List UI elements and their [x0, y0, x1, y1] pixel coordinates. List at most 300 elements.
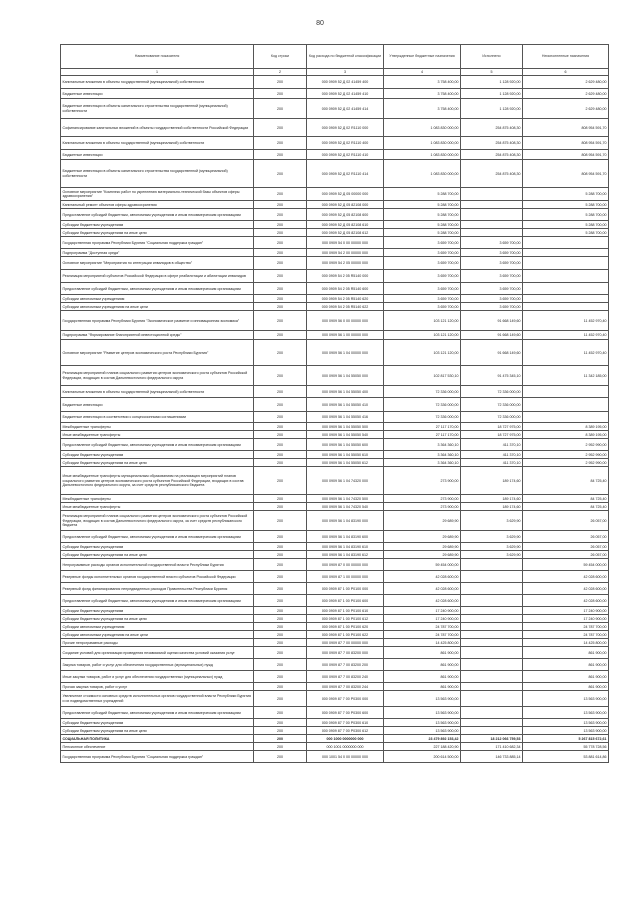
row-executed — [461, 691, 523, 707]
row-remaining: 26 057,00 — [523, 511, 609, 531]
row-code: 200 — [254, 295, 307, 303]
row-remaining: 861 900,00 — [523, 683, 609, 691]
row-code: 200 — [254, 503, 307, 511]
table-row — [61, 201, 609, 209]
row-executed: 171 410 682,34 — [461, 743, 523, 751]
row-kbk: 000 0909 54 2 05 R5140 000 — [307, 270, 384, 283]
row-name: Государственная программа Республики Бурятия "Социальная поддержка граждан" — [61, 237, 254, 249]
row-code: 200 — [254, 683, 307, 691]
row-approved: 3 659 700,00 — [384, 295, 461, 303]
row-executed — [461, 671, 523, 683]
row-approved: 103 121 120,00 — [384, 340, 461, 366]
row-approved: 3 659 700,00 — [384, 249, 461, 257]
table-row — [61, 691, 609, 707]
row-remaining: 2 952 990,00 — [523, 451, 609, 459]
table-row — [61, 188, 609, 201]
table-row — [61, 467, 609, 495]
table-row — [61, 423, 609, 431]
row-kbk: 000 0909 52 Д 05 82108 612 — [307, 229, 384, 237]
row-approved: 42 028 600,00 — [384, 571, 461, 583]
row-executed — [461, 559, 523, 571]
row-remaining: 55 778 728,56 — [523, 743, 609, 751]
row-name: Межбюджетные трансферты — [61, 495, 254, 503]
row-name: Предоставление субсидий бюджетным, автономным учреждениям и иным некоммерческим организациям — [61, 707, 254, 719]
row-approved: 3 364 360,10 — [384, 451, 461, 459]
table-row — [61, 229, 609, 237]
row-remaining: 13 563 900,00 — [523, 727, 609, 735]
row-remaining: 13 563 900,00 — [523, 707, 609, 719]
row-kbk: 000 0909 87 7 00 83200 244 — [307, 683, 384, 691]
row-approved: 3 364 360,10 — [384, 439, 461, 451]
row-executed: 91 475 345,10 — [461, 366, 523, 386]
table-row — [61, 583, 609, 595]
row-remaining — [523, 249, 609, 257]
column-index: 6 — [523, 69, 609, 76]
row-executed: 91 668 149,60 — [461, 311, 523, 331]
row-remaining: 26 057,00 — [523, 551, 609, 559]
row-approved: 13 563 900,00 — [384, 707, 461, 719]
row-kbk: 000 0909 56 1 04 00000 000 — [307, 340, 384, 366]
row-remaining — [523, 257, 609, 270]
row-code: 200 — [254, 459, 307, 467]
table-row — [61, 503, 609, 511]
row-executed: 3 659 700,00 — [461, 295, 523, 303]
row-name: Бюджетные инвестиции в соответствии с концессионными соглашениями — [61, 412, 254, 423]
row-name: Субсидии бюджетным учреждениям — [61, 543, 254, 551]
row-remaining: 5 288 700,00 — [523, 201, 609, 209]
table-row — [61, 311, 609, 331]
row-remaining: 8 389 195,00 — [523, 431, 609, 439]
header-approved: Утвержденные бюджетные назначения — [384, 45, 461, 69]
row-executed: 18 212 066 759,53 — [461, 735, 523, 743]
row-code: 200 — [254, 495, 307, 503]
row-kbk: 000 0909 87 1 00 P0100 000 — [307, 583, 384, 595]
row-approved: 3 659 700,00 — [384, 283, 461, 295]
row-remaining: 59 454 000,00 — [523, 559, 609, 571]
row-name: Непрограммные расходы органов исполнительной государственной власти Республики Бурятия — [61, 559, 254, 571]
row-remaining: 11 452 970,40 — [523, 340, 609, 366]
row-name: Бюджетные инвестиции в объекты капитального строительства государственной (муниципальной) собственности — [61, 160, 254, 188]
table-row — [61, 439, 609, 451]
row-code: 200 — [254, 595, 307, 607]
row-remaining — [523, 237, 609, 249]
row-executed: 3 659 700,00 — [461, 303, 523, 311]
table-row — [61, 89, 609, 99]
row-kbk: 000 0909 52 Д 05 00000 000 — [307, 188, 384, 201]
table-row — [61, 607, 609, 615]
row-remaining — [523, 270, 609, 283]
row-name: Резервные фонды исполнительных органов государственной власти субъектов Российской Федерации — [61, 571, 254, 583]
row-kbk: 000 0909 56 1 04 55050 400 — [307, 386, 384, 398]
row-kbk: 000 0909 87 7 00 83200 240 — [307, 671, 384, 683]
row-kbk: 000 0909 87 1 00 P0100 610 — [307, 607, 384, 615]
row-executed: 72 336 000,00 — [461, 398, 523, 412]
table-row — [61, 209, 609, 221]
row-approved: 3 659 700,00 — [384, 257, 461, 270]
row-kbk: 000 1000 0000000 000 — [307, 735, 384, 743]
row-remaining — [523, 303, 609, 311]
row-remaining: 11 452 970,40 — [523, 311, 609, 331]
table-row — [61, 270, 609, 283]
row-code: 200 — [254, 631, 307, 639]
row-kbk: 000 0909 52 Д 02 R1110 414 — [307, 160, 384, 188]
row-kbk: 000 0909 52 Д 02 41459 410 — [307, 89, 384, 99]
row-kbk: 000 0909 87 1 00 P0100 612 — [307, 615, 384, 623]
column-index: 1 — [61, 69, 254, 76]
header-kbk: Код расхода по бюджетной классификации — [307, 45, 384, 69]
row-name: Субсидии бюджетным учреждениям на иные цели — [61, 727, 254, 735]
row-kbk: 000 0909 52 Д 02 R1110 000 — [307, 119, 384, 137]
table-row — [61, 99, 609, 119]
row-code: 200 — [254, 583, 307, 595]
row-remaining: 14 425 800,00 — [523, 639, 609, 647]
row-kbk: 000 0909 56 1 04 83190 000 — [307, 511, 384, 531]
row-approved: 29 689,90 — [384, 551, 461, 559]
row-approved: 102 817 530,10 — [384, 366, 461, 386]
row-kbk: 000 0909 52 Д 02 41459 400 — [307, 76, 384, 89]
row-name: Бюджетные инвестиции в объекты капитального строительства государственной (муниципальной) собственности — [61, 99, 254, 119]
row-name: Реализация мероприятий планов социального развития центров экономического роста субъектов Российской Федерации, входящих в состав Дальневосточного федерального округа — [61, 366, 254, 386]
row-code: 200 — [254, 150, 307, 160]
row-kbk: 000 0909 54 2 05 00000 000 — [307, 257, 384, 270]
row-remaining: 84 725,40 — [523, 503, 609, 511]
row-name: Закупка товаров, работ и услуг для обеспечения государственных (муниципальных) нужд — [61, 659, 254, 671]
header-code: Код строки — [254, 45, 307, 69]
row-remaining: 17 240 900,00 — [523, 607, 609, 615]
row-approved: 42 028 600,00 — [384, 595, 461, 607]
row-executed: 3 659 700,00 — [461, 270, 523, 283]
row-executed: 3 629,90 — [461, 551, 523, 559]
row-name: Субсидии бюджетным учреждениям на иные цели — [61, 229, 254, 237]
row-kbk: 000 0909 52 Д 05 82108 000 — [307, 201, 384, 209]
row-name: Капитальные вложения в объекты государственной (муниципальной) собственности — [61, 76, 254, 89]
row-executed: 91 668 149,60 — [461, 340, 523, 366]
table-row — [61, 615, 609, 623]
row-code: 200 — [254, 735, 307, 743]
row-code: 200 — [254, 366, 307, 386]
row-kbk: 000 0909 87 7 00 P0300 610 — [307, 719, 384, 727]
row-kbk: 000 0909 52 Д 02 41459 414 — [307, 99, 384, 119]
row-remaining: 2 952 990,00 — [523, 439, 609, 451]
row-remaining: 24 787 700,00 — [523, 623, 609, 631]
row-code: 200 — [254, 209, 307, 221]
row-name: Субсидии бюджетным учреждениям — [61, 719, 254, 727]
row-remaining: 26 057,00 — [523, 543, 609, 551]
row-executed — [461, 615, 523, 623]
row-approved: 861 900,00 — [384, 659, 461, 671]
table-row — [61, 671, 609, 683]
row-code: 200 — [254, 423, 307, 431]
row-code: 200 — [254, 647, 307, 659]
table-row — [61, 551, 609, 559]
table-row — [61, 531, 609, 543]
table-row — [61, 137, 609, 150]
budget-table — [60, 44, 609, 763]
table-row — [61, 459, 609, 467]
row-remaining — [523, 412, 609, 423]
row-executed — [461, 229, 523, 237]
header-remaining: Неисполненные назначения — [523, 45, 609, 69]
row-approved: 42 028 600,00 — [384, 583, 461, 595]
row-executed: 1 128 920,00 — [461, 99, 523, 119]
row-kbk: 000 0909 52 Д 02 R1110 410 — [307, 150, 384, 160]
table-row — [61, 751, 609, 763]
row-kbk: 000 0909 56 1 00 00000 000 — [307, 331, 384, 340]
row-code: 200 — [254, 691, 307, 707]
table-row — [61, 237, 609, 249]
row-approved: 3 659 700,00 — [384, 237, 461, 249]
row-kbk: 000 0909 56 1 04 74320 500 — [307, 495, 384, 503]
row-approved: 29 689,90 — [384, 511, 461, 531]
row-executed: 3 629,90 — [461, 531, 523, 543]
row-kbk: 000 0909 56 1 04 55050 540 — [307, 431, 384, 439]
table-row — [61, 366, 609, 386]
header-executed: Исполнено — [461, 45, 523, 69]
table-row — [61, 719, 609, 727]
table-row — [61, 511, 609, 531]
column-index: 4 — [384, 69, 461, 76]
table-row — [61, 283, 609, 295]
table-row — [61, 735, 609, 743]
row-remaining: 5 267 815 672,61 — [523, 735, 609, 743]
table-row — [61, 451, 609, 459]
row-code: 200 — [254, 221, 307, 229]
table-row — [61, 559, 609, 571]
row-name: Субсидии бюджетным учреждениям на иные цели — [61, 459, 254, 467]
row-kbk: 000 1001 0000000 000 — [307, 743, 384, 751]
table-row — [61, 571, 609, 583]
row-name: Создание условий для организации проведения независимой оценки качества условий оказания услуг — [61, 647, 254, 659]
row-name: Капитальный ремонт объектов сферы здравоохранения — [61, 201, 254, 209]
row-approved: 5 288 700,00 — [384, 209, 461, 221]
row-code: 200 — [254, 659, 307, 671]
row-name: Межбюджетные трансферты — [61, 423, 254, 431]
table-row — [61, 150, 609, 160]
row-name: Бюджетные инвестиции — [61, 89, 254, 99]
row-remaining: 5 288 700,00 — [523, 229, 609, 237]
row-remaining: 808 954 591,70 — [523, 137, 609, 150]
header-name: Наименование показателя — [61, 45, 254, 69]
row-code: 200 — [254, 386, 307, 398]
row-approved: 23 479 892 153,42 — [384, 735, 461, 743]
row-name: Софинансирование капитальных вложений в объекты государственной собственности Российской Федерации — [61, 119, 254, 137]
row-name: Предоставление субсидий бюджетным, автономным учреждениям и иным некоммерческим организациям — [61, 531, 254, 543]
row-approved: 14 425 800,00 — [384, 639, 461, 647]
table-row — [61, 743, 609, 751]
table-row — [61, 398, 609, 412]
row-approved: 5 288 700,00 — [384, 229, 461, 237]
table-row — [61, 595, 609, 607]
table-row — [61, 303, 609, 311]
row-approved: 273 900,00 — [384, 467, 461, 495]
row-executed: 146 733 885,14 — [461, 751, 523, 763]
row-name: Иные закупки товаров, работ и услуг для обеспечения государственных (муниципальных) нужд — [61, 671, 254, 683]
column-index: 5 — [461, 69, 523, 76]
row-remaining: 808 954 591,70 — [523, 160, 609, 188]
row-code: 200 — [254, 237, 307, 249]
row-kbk: 000 0909 87 1 00 P0100 622 — [307, 631, 384, 639]
row-code: 200 — [254, 412, 307, 423]
row-kbk: 000 0909 56 1 04 83190 612 — [307, 551, 384, 559]
row-remaining — [523, 283, 609, 295]
row-executed: 3 659 700,00 — [461, 249, 523, 257]
row-kbk: 000 0909 56 1 04 83190 610 — [307, 543, 384, 551]
row-executed — [461, 221, 523, 229]
row-kbk: 000 0909 56 1 04 55050 600 — [307, 439, 384, 451]
row-approved: 59 454 000,00 — [384, 559, 461, 571]
row-name: СОЦИАЛЬНАЯ ПОЛИТИКА — [61, 735, 254, 743]
row-remaining: 13 563 900,00 — [523, 719, 609, 727]
row-code: 200 — [254, 551, 307, 559]
row-code: 200 — [254, 270, 307, 283]
row-remaining: 2 629 480,00 — [523, 89, 609, 99]
row-kbk: 000 0909 56 1 04 55050 610 — [307, 451, 384, 459]
row-name: Бюджетные инвестиции — [61, 150, 254, 160]
row-remaining: 42 028 600,00 — [523, 571, 609, 583]
row-kbk: 000 0909 54 2 05 R5140 622 — [307, 303, 384, 311]
row-executed — [461, 707, 523, 719]
row-code: 200 — [254, 76, 307, 89]
row-name: Предоставление субсидий бюджетным, автономным учреждениям и иным некоммерческим организациям — [61, 595, 254, 607]
row-code: 200 — [254, 119, 307, 137]
row-executed: 411 370,10 — [461, 439, 523, 451]
row-kbk: 000 1001 54 0 00 00000 000 — [307, 751, 384, 763]
row-name: Субсидии автономным учреждениям на иные цели — [61, 303, 254, 311]
table-row — [61, 639, 609, 647]
table-row — [61, 647, 609, 659]
row-executed — [461, 719, 523, 727]
row-code: 200 — [254, 340, 307, 366]
row-executed: 18 727 975,00 — [461, 423, 523, 431]
row-name: Субсидии бюджетным учреждениям — [61, 451, 254, 459]
row-kbk: 000 0909 56 1 04 55050 612 — [307, 459, 384, 467]
row-executed: 1 128 920,00 — [461, 76, 523, 89]
row-code: 200 — [254, 531, 307, 543]
row-executed: 3 659 700,00 — [461, 257, 523, 270]
row-name: Государственная программа Республики Бурятия "Экономическое развитие и инновационная экономика" — [61, 311, 254, 331]
row-code: 200 — [254, 615, 307, 623]
row-kbk: 000 0909 87 0 00 00000 000 — [307, 559, 384, 571]
row-remaining — [523, 295, 609, 303]
table-row — [61, 160, 609, 188]
row-approved: 200 614 500,00 — [384, 751, 461, 763]
row-name: Государственная программа Республики Бурятия "Социальная поддержка граждан" — [61, 751, 254, 763]
column-index: 3 — [307, 69, 384, 76]
row-approved: 103 121 120,00 — [384, 331, 461, 340]
row-remaining: 5 288 700,00 — [523, 188, 609, 201]
row-code: 200 — [254, 160, 307, 188]
row-code: 200 — [254, 257, 307, 270]
row-code: 200 — [254, 623, 307, 631]
row-name: Иные межбюджетные трансферты — [61, 431, 254, 439]
row-approved: 72 336 000,00 — [384, 386, 461, 398]
row-approved: 103 121 120,00 — [384, 311, 461, 331]
row-executed — [461, 607, 523, 615]
row-remaining: 5 288 700,00 — [523, 221, 609, 229]
row-remaining: 84 725,40 — [523, 467, 609, 495]
row-remaining: 42 028 600,00 — [523, 595, 609, 607]
row-approved: 5 288 700,00 — [384, 201, 461, 209]
row-executed: 254 875 408,30 — [461, 150, 523, 160]
row-code: 200 — [254, 283, 307, 295]
row-kbk: 000 0909 56 0 00 00000 000 — [307, 311, 384, 331]
row-executed: 411 370,10 — [461, 459, 523, 467]
row-approved: 1 083 830 000,00 — [384, 150, 461, 160]
row-approved: 27 117 170,00 — [384, 431, 461, 439]
row-approved: 1 083 830 000,00 — [384, 160, 461, 188]
row-code: 200 — [254, 543, 307, 551]
row-executed: 72 336 000,00 — [461, 386, 523, 398]
row-kbk: 000 0909 54 2 05 R5140 620 — [307, 295, 384, 303]
row-remaining: 808 954 591,70 — [523, 150, 609, 160]
row-kbk: 000 0909 56 1 04 55050 410 — [307, 398, 384, 412]
row-executed: 254 875 408,30 — [461, 119, 523, 137]
row-approved: 17 240 900,00 — [384, 615, 461, 623]
row-approved: 3 758 400,00 — [384, 76, 461, 89]
row-name: Подпрограмма "Формирование благоприятной инвестиционной среды" — [61, 331, 254, 340]
row-approved: 72 336 000,00 — [384, 398, 461, 412]
row-kbk: 000 0909 56 1 04 55050 416 — [307, 412, 384, 423]
row-remaining: 24 787 700,00 — [523, 631, 609, 639]
row-kbk: 000 0909 54 0 00 00000 000 — [307, 237, 384, 249]
table-row — [61, 623, 609, 631]
row-remaining: 808 954 591,70 — [523, 119, 609, 137]
row-approved: 1 083 830 000,00 — [384, 119, 461, 137]
table-row — [61, 331, 609, 340]
row-code: 200 — [254, 467, 307, 495]
row-name: Предоставление субсидий бюджетным, автономным учреждениям и иным некоммерческим организациям — [61, 209, 254, 221]
row-code: 200 — [254, 727, 307, 735]
row-code: 200 — [254, 249, 307, 257]
table-row — [61, 683, 609, 691]
row-approved: 227 188 420,90 — [384, 743, 461, 751]
table-row — [61, 295, 609, 303]
column-index-row — [61, 69, 609, 76]
row-executed: 3 659 700,00 — [461, 237, 523, 249]
row-approved: 72 336 000,00 — [384, 412, 461, 423]
table-row — [61, 707, 609, 719]
row-name: Предоставление субсидий бюджетным, автономным учреждениям и иным некоммерческим организациям — [61, 283, 254, 295]
row-name: Увеличение стоимости основных средств исполнительных органов государственной власти Республики Бурятия и их подведомственных учреждений — [61, 691, 254, 707]
row-executed — [461, 639, 523, 647]
row-executed: 189 174,60 — [461, 467, 523, 495]
row-remaining: 8 389 195,00 — [523, 423, 609, 431]
row-name: Прочая закупка товаров, работ и услуг — [61, 683, 254, 691]
row-approved: 3 659 700,00 — [384, 303, 461, 311]
row-name: Бюджетные инвестиции — [61, 398, 254, 412]
row-kbk: 000 0909 52 Д 05 82108 610 — [307, 221, 384, 229]
row-code: 200 — [254, 89, 307, 99]
row-kbk: 000 0909 56 1 04 83190 600 — [307, 531, 384, 543]
row-name: Реализация мероприятий субъектов Российской Федерации в сфере реабилитации и абилитации инвалидов — [61, 270, 254, 283]
row-kbk: 000 0909 87 7 00 83200 000 — [307, 647, 384, 659]
row-approved: 29 689,90 — [384, 543, 461, 551]
row-approved: 5 288 700,00 — [384, 221, 461, 229]
table-row — [61, 249, 609, 257]
row-name: Иные межбюджетные трансферты — [61, 503, 254, 511]
row-code: 200 — [254, 559, 307, 571]
row-executed: 411 370,10 — [461, 451, 523, 459]
row-remaining: 13 563 900,00 — [523, 691, 609, 707]
row-executed — [461, 571, 523, 583]
row-approved: 13 563 900,00 — [384, 727, 461, 735]
row-kbk: 000 0909 52 Д 05 82108 600 — [307, 209, 384, 221]
row-approved: 861 900,00 — [384, 647, 461, 659]
row-approved: 861 900,00 — [384, 671, 461, 683]
row-approved: 273 900,00 — [384, 503, 461, 511]
row-name: Подпрограмма "Доступная среда" — [61, 249, 254, 257]
row-remaining: 2 629 480,00 — [523, 99, 609, 119]
